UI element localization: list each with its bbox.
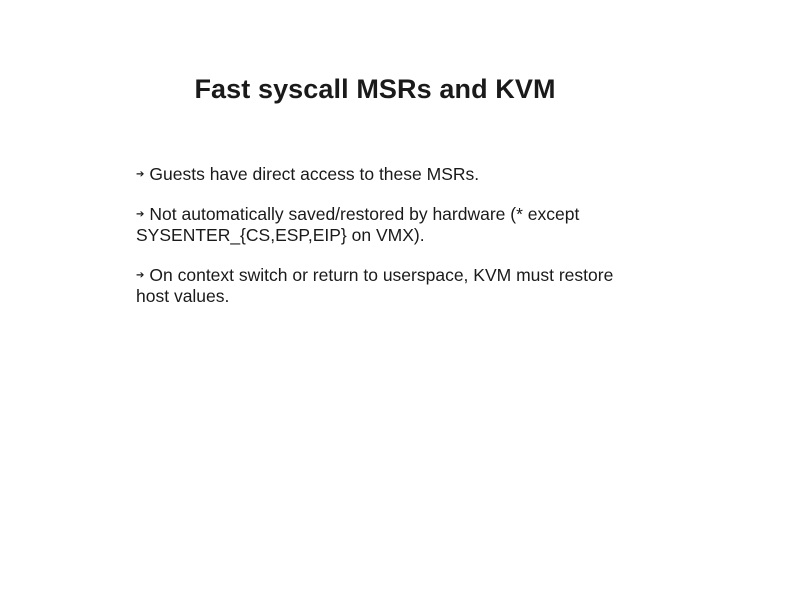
bullet-text: On context switch or return to userspace, KVM must restore host values.: [136, 265, 614, 306]
arrow-bullet-icon: ➔: [136, 209, 145, 220]
bullet-list: [136, 164, 616, 326]
slide-title: Fast syscall MSRs and KVM: [194, 74, 556, 104]
bullet-item: [136, 164, 616, 185]
bullet-text: Guests have direct access to these MSRs.: [149, 164, 480, 184]
bullet-item: [136, 265, 616, 307]
bullet-text: Not automatically saved/restored by hardware (* except SYSENTER_{CS,ESP,EIP} on VMX).: [136, 204, 580, 245]
arrow-bullet-icon: ➔: [136, 169, 145, 180]
bullet-item: [136, 204, 616, 246]
arrow-bullet-icon: ➔: [136, 270, 145, 281]
